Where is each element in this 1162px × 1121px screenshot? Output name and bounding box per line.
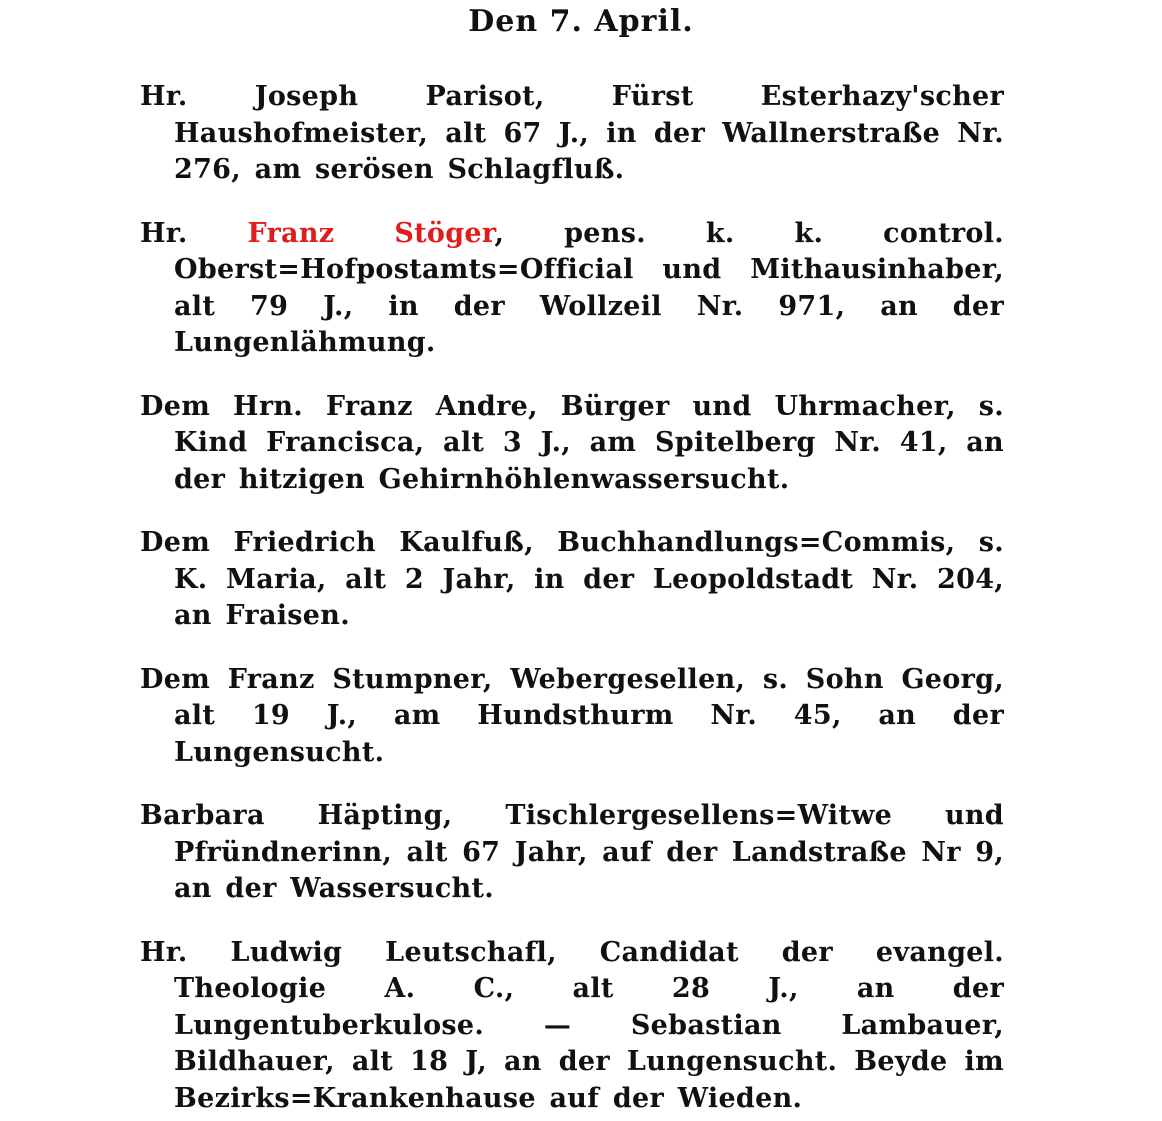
entry-stoeger	[140, 216, 1004, 362]
entry-haepting: Barbara Häpting, Tischlergesellens=Witwe und Pfründnerinn, alt 67 Jahr, auf der Landstraße Nr 9, an der Wassersucht.	[140, 800, 1004, 904]
entry-andre: Dem Hrn. Franz Andre, Bürger und Uhrmacher, s. Kind Francisca, alt 3 J., am Spitelberg Nr. 41, an der hitzigen Gehirnhöhlenwassersucht.	[140, 390, 1004, 495]
entry-stoeger-prefix: Hr.	[140, 217, 248, 249]
entry-kaulfuss: Dem Friedrich Kaulfuß, Buchhandlungs=Commis, s. K. Maria, alt 2 Jahr, in der Leopoldstadt Nr. 204, an Fraisen.	[140, 527, 1004, 631]
entry-stumpner: Dem Franz Stumpner, Webergesellen, s. Sohn Georg, alt 19 J., am Hundsthurm Nr. 45, an der Lungensucht.	[140, 663, 1004, 768]
entry-parisot: Hr. Joseph Parisot, Fürst Esterhazy'scher Haushofmeister, alt 67 J., in der Wallnerstraße Nr. 276, am serösen Schlagfluß.	[140, 81, 1004, 185]
highlighted-name: Franz Stöger	[247, 217, 495, 249]
death-register-entries	[140, 52, 1004, 1121]
entry-stoeger-suffix: , pens. k. k. control. Oberst=Hofpostamts=Official und Mithausinhaber, alt 79 J., in der Wollzeil Nr. 971, an der Lungenlähmung.	[174, 217, 1004, 358]
date-heading: Den 7. April.	[468, 4, 694, 39]
entry-leutschafl-lambauer: Hr. Ludwig Leutschafl, Candidat der evangel. Theologie A. C., alt 28 J., an der Lungentuberkulose. — Sebastian Lambauer, Bildhauer, alt 18 J, an der Lungensucht. Beyde im Bezirks=Krankenhause auf der Wieden.	[140, 936, 1004, 1114]
